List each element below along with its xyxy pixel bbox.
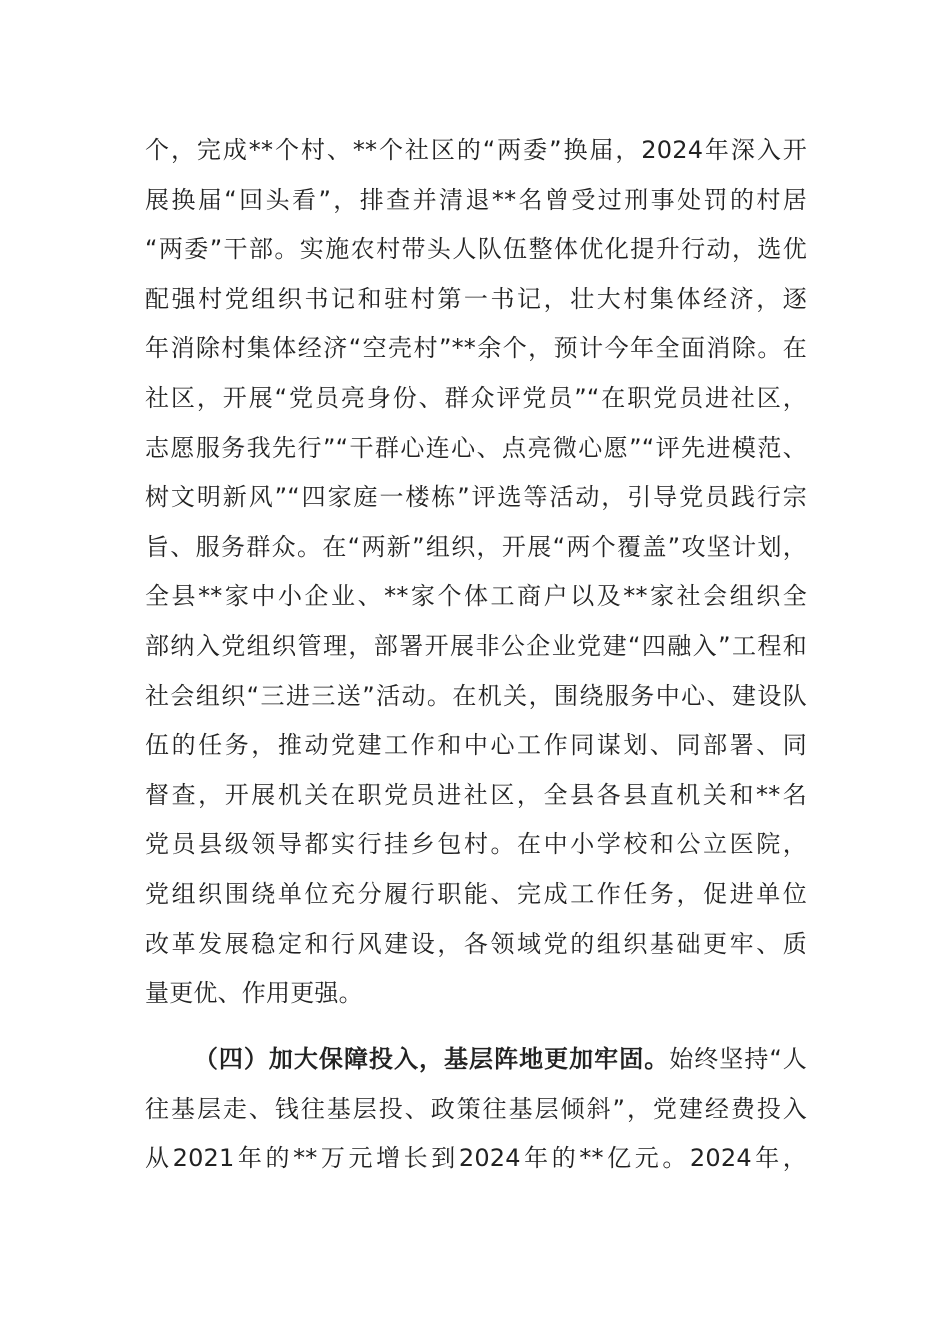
paragraph-organization-building	[145, 126, 807, 1019]
text-line: 党员县级领导都实行挂乡包村。在中小学校和公立医院，	[145, 830, 807, 859]
text-line: 从2021年的**万元增长到2024年的**亿元。2024年，	[145, 1144, 807, 1173]
text-line: 往基层走、钱往基层投、政策往基层倾斜”，党建经费投入	[145, 1094, 807, 1123]
text-line: 社区，开展“党员亮身份、群众评党员”“在职党员进社区，	[145, 383, 807, 412]
section-heading: （四）加大保障投入，基层阵地更加牢固。	[193, 1045, 670, 1073]
paragraph-guarantee-investment	[145, 1035, 807, 1184]
text-line: 全县**家中小企业、**家个体工商户以及**家社会组织全	[145, 582, 807, 611]
text-line: 个，完成**个村、**个社区的“两委”换届，2024年深入开	[145, 136, 807, 164]
text-line: 党组织围绕单位充分履行职能、完成工作任务，促进单位	[145, 879, 807, 908]
text-line: 社会组织“三进三送”活动。在机关，围绕服务中心、建设队	[145, 681, 807, 710]
text-line: 旨、服务群众。在“两新”组织，开展“两个覆盖”攻坚计划，	[145, 532, 807, 561]
text-line: 督查，开展机关在职党员进社区，全县各县直机关和**名	[145, 780, 807, 809]
heading-line	[145, 1035, 807, 1085]
text-run: 始终坚持“人	[669, 1045, 807, 1073]
text-line: 改革发展稳定和行风建设，各领域党的组织基础更牢、质	[145, 929, 807, 958]
text-line: 展换届“回头看”，排查并清退**名曾受过刑事处罚的村居	[145, 185, 807, 214]
text-line: 配强村党组织书记和驻村第一书记，壮大村集体经济，逐	[145, 284, 807, 313]
text-line: 部纳入党组织管理，部署开展非公企业党建“四融入”工程和	[145, 631, 807, 660]
text-line: 伍的任务，推动党建工作和中心工作同谋划、同部署、同	[145, 731, 807, 760]
text-line: 量更优、作用更强。	[145, 979, 363, 1008]
text-line: 树文明新风”“四家庭一楼栋”评选等活动，引导党员践行宗	[145, 483, 807, 512]
text-line: 年消除村集体经济“空壳村”**余个，预计今年全面消除。在	[145, 334, 807, 363]
text-line: “两委”干部。实施农村带头人队伍整体优化提升行动，选优	[145, 235, 807, 264]
text-line: 志愿服务我先行”“干群心连心、点亮微心愿”“评先进模范、	[145, 433, 807, 462]
